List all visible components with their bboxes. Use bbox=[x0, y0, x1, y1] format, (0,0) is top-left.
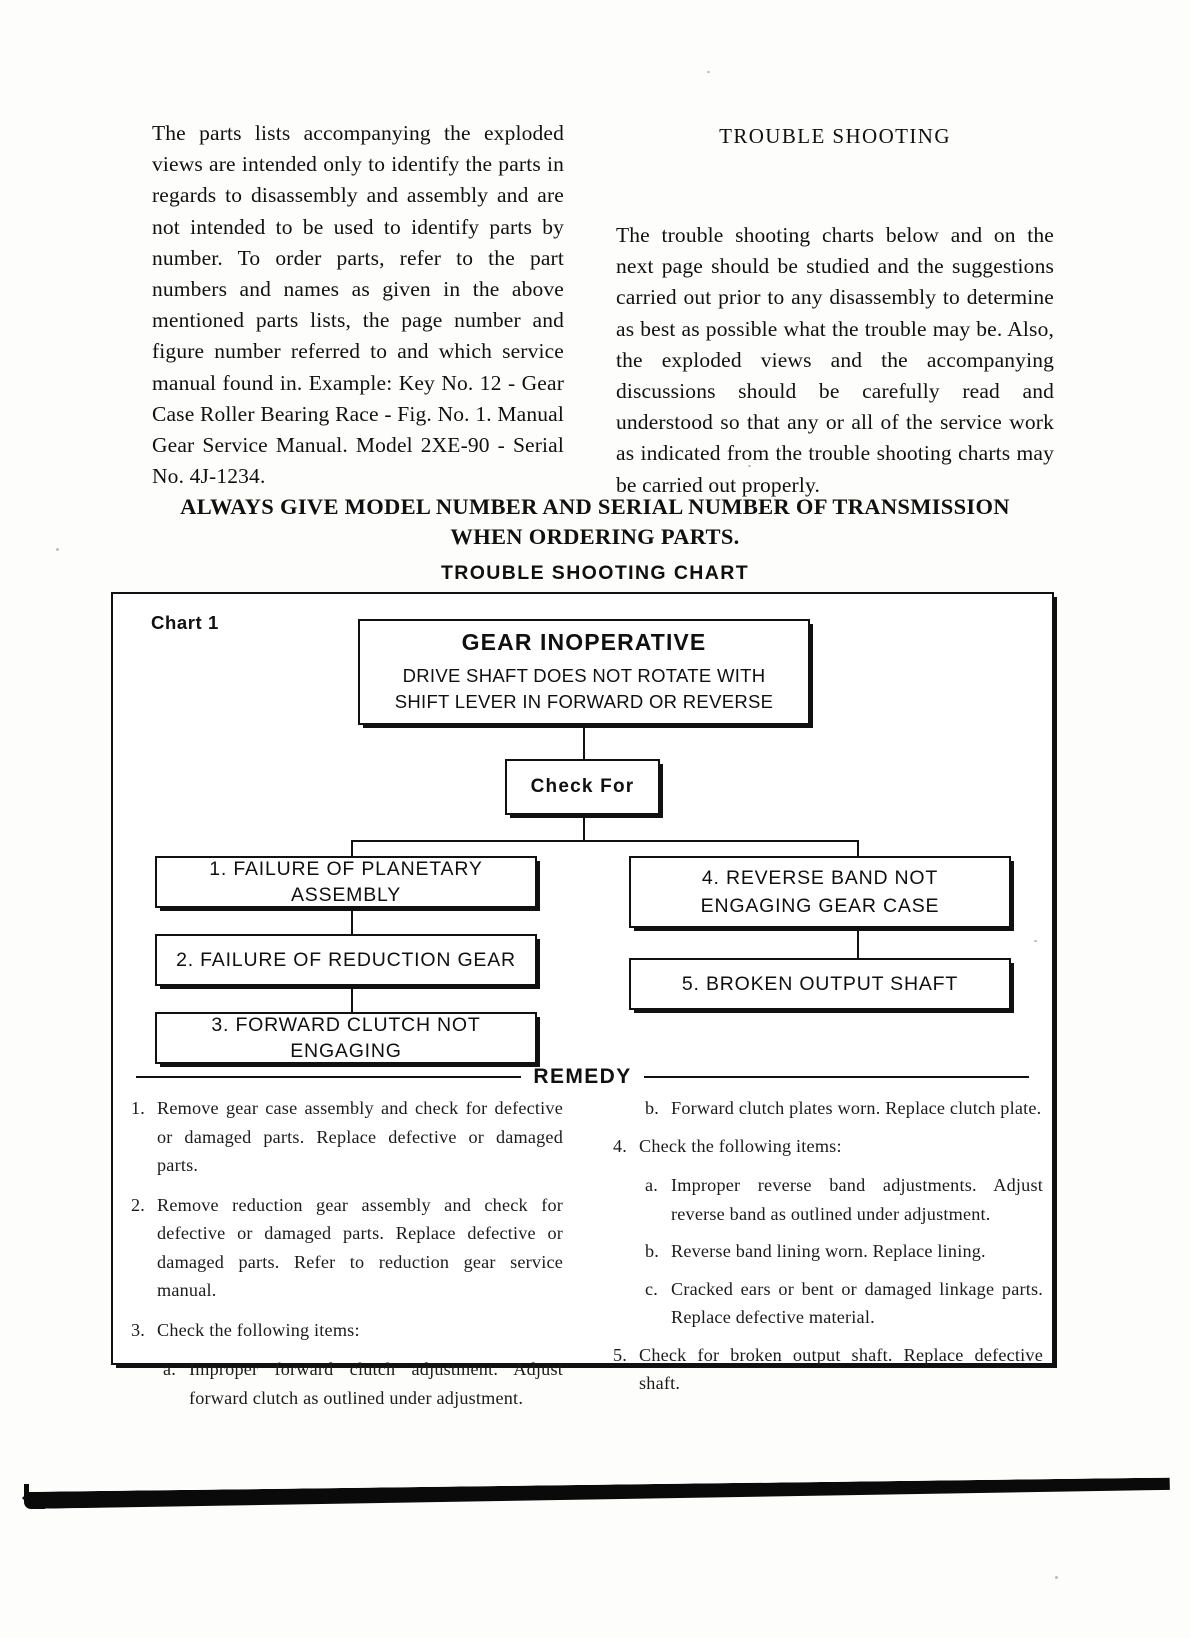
remedy-item-number: c. bbox=[645, 1278, 659, 1299]
intro-paragraph-left: The parts lists accompanying the exploded views are intended only to identify the parts in regards to disassembly and assembly and are not intended to be used to identify parts by number. To order parts, refer to the part numbers and names as given in the above mentioned parts lists, the page number and figure number referred to and which service manual found in. Example: Key No. 12 - Gear Case Roller Bearing Race - Fig. No. 1. Manual Gear Service Manual. Model 2XE-90 - Serial No. 4J-1234. bbox=[152, 121, 564, 489]
remedy-item-text: Check for broken output shaft. Replace defective shaft. bbox=[639, 1344, 1043, 1393]
gear-inoperative-heading: GEAR INOPERATIVE bbox=[461, 629, 707, 655]
cause-4-label-line-2: ENGAGING GEAR CASE bbox=[700, 895, 940, 917]
remedy-item-text: Reverse band lining worn. Replace lining. bbox=[671, 1241, 986, 1261]
remedy-list-right bbox=[613, 1094, 1043, 1398]
remedy-item bbox=[131, 1316, 563, 1345]
remedy-item-text: Cracked ears or bent or damaged linkage parts. Replace defective material. bbox=[671, 1278, 1043, 1327]
remedy-divider bbox=[113, 1066, 1052, 1088]
gear-inoperative-subline-2: SHIFT LEVER IN FORWARD OR REVERSE bbox=[394, 691, 774, 712]
scan-speck bbox=[1055, 1576, 1058, 1579]
remedy-item-text: Check the following items: bbox=[157, 1319, 360, 1340]
ordering-notice-line-2: WHEN ORDERING PARTS. bbox=[450, 524, 740, 549]
remedy-item bbox=[613, 1237, 1043, 1266]
remedy-item-number: a. bbox=[163, 1359, 177, 1379]
flow-box-gear-inoperative bbox=[358, 619, 810, 725]
remedy-item-number: 1. bbox=[131, 1098, 146, 1118]
remedy-item-number: b. bbox=[645, 1241, 660, 1261]
ordering-notice bbox=[100, 492, 1090, 552]
remedy-item bbox=[131, 1094, 563, 1180]
cause-3-label: 3. FORWARD CLUTCH NOT ENGAGING bbox=[211, 1014, 481, 1062]
flow-box-check-for bbox=[505, 759, 660, 815]
scan-speck bbox=[56, 548, 59, 551]
remedy-item bbox=[613, 1341, 1043, 1398]
remedy-item-text: Remove reduction gear assembly and check for defective or damaged parts. Replace defective or damaged parts. Refer to reduction gear service manual. bbox=[157, 1194, 563, 1300]
scan-speck bbox=[707, 71, 710, 73]
gear-inoperative-subline-1: DRIVE SHAFT DOES NOT ROTATE WITH bbox=[402, 665, 766, 686]
check-for-label: Check For bbox=[530, 776, 635, 797]
flow-box-cause-3 bbox=[155, 1012, 537, 1064]
chart-number-label: Chart 1 bbox=[151, 612, 219, 633]
cause-2-label: 2. FAILURE OF REDUCTION GEAR bbox=[176, 949, 516, 971]
remedy-item bbox=[613, 1275, 1043, 1332]
connector-checkfor-stem bbox=[583, 815, 585, 842]
remedy-item bbox=[131, 1355, 563, 1412]
remedy-item bbox=[131, 1191, 563, 1305]
flow-box-cause-1 bbox=[155, 856, 537, 908]
trouble-shooting-chart bbox=[111, 592, 1054, 1408]
remedy-item-number: a. bbox=[645, 1175, 659, 1195]
remedy-item-number: 3. bbox=[131, 1319, 146, 1340]
remedy-heading: REMEDY bbox=[533, 1065, 632, 1088]
remedy-rule-right bbox=[644, 1076, 1029, 1078]
remedy-item-text: Check the following items: bbox=[639, 1135, 842, 1156]
flow-box-cause-4 bbox=[629, 856, 1011, 928]
trouble-shooting-heading: TROUBLE SHOOTING bbox=[719, 124, 951, 148]
remedy-item-text: Improper reverse band adjustments. Adjust reverse band as outlined under adjustment. bbox=[671, 1175, 1043, 1224]
chart-title: TROUBLE SHOOTING CHART bbox=[440, 562, 750, 584]
cause-1-label: 1. FAILURE OF PLANETARY ASSEMBLY bbox=[209, 858, 483, 906]
flow-box-cause-2 bbox=[155, 934, 537, 986]
remedy-item-number: 5. bbox=[613, 1344, 628, 1365]
scan-speck bbox=[748, 465, 751, 467]
scan-artifact-band bbox=[22, 1478, 1170, 1509]
remedy-item-text: Remove gear case assembly and check for defective or damaged parts. Replace defective or damaged parts. bbox=[157, 1098, 563, 1175]
remedy-item-number: b. bbox=[645, 1098, 660, 1118]
remedy-rule-left bbox=[136, 1076, 521, 1078]
connector-topbox-to-checkfor bbox=[583, 725, 585, 759]
cause-5-label: 5. BROKEN OUTPUT SHAFT bbox=[681, 973, 959, 995]
flow-box-cause-5 bbox=[629, 958, 1011, 1010]
intro-paragraph-right: The trouble shooting charts below and on the next page should be studied and the suggestions carried out prior to any disassembly to determine as best as possible what the trouble may be. Also, the exploded views and the accompanying discussions should be carefully read and understood so that any or all of the service work as indicated from the trouble shooting charts may be carried out properly. bbox=[616, 223, 1054, 497]
remedy-item bbox=[613, 1171, 1043, 1228]
remedy-item bbox=[613, 1094, 1043, 1123]
remedy-item-text: Forward clutch plates worn. Replace clutch plate. bbox=[671, 1098, 1042, 1118]
remedy-item-number: 2. bbox=[131, 1194, 146, 1215]
connector-split-bar bbox=[351, 840, 859, 842]
cause-4-label-line-1: 4. REVERSE BAND NOT bbox=[701, 867, 939, 889]
remedy-list-left bbox=[131, 1094, 563, 1412]
remedy-item-number: 4. bbox=[613, 1135, 628, 1156]
remedy-item-text: Improper forward clutch adjustment. Adjust forward clutch as outlined under adjustment. bbox=[189, 1359, 563, 1408]
remedy-item bbox=[613, 1132, 1043, 1161]
scan-speck bbox=[1034, 940, 1037, 942]
ordering-notice-line-1: ALWAYS GIVE MODEL NUMBER AND SERIAL NUMBER OF TRANSMISSION bbox=[180, 494, 1010, 519]
